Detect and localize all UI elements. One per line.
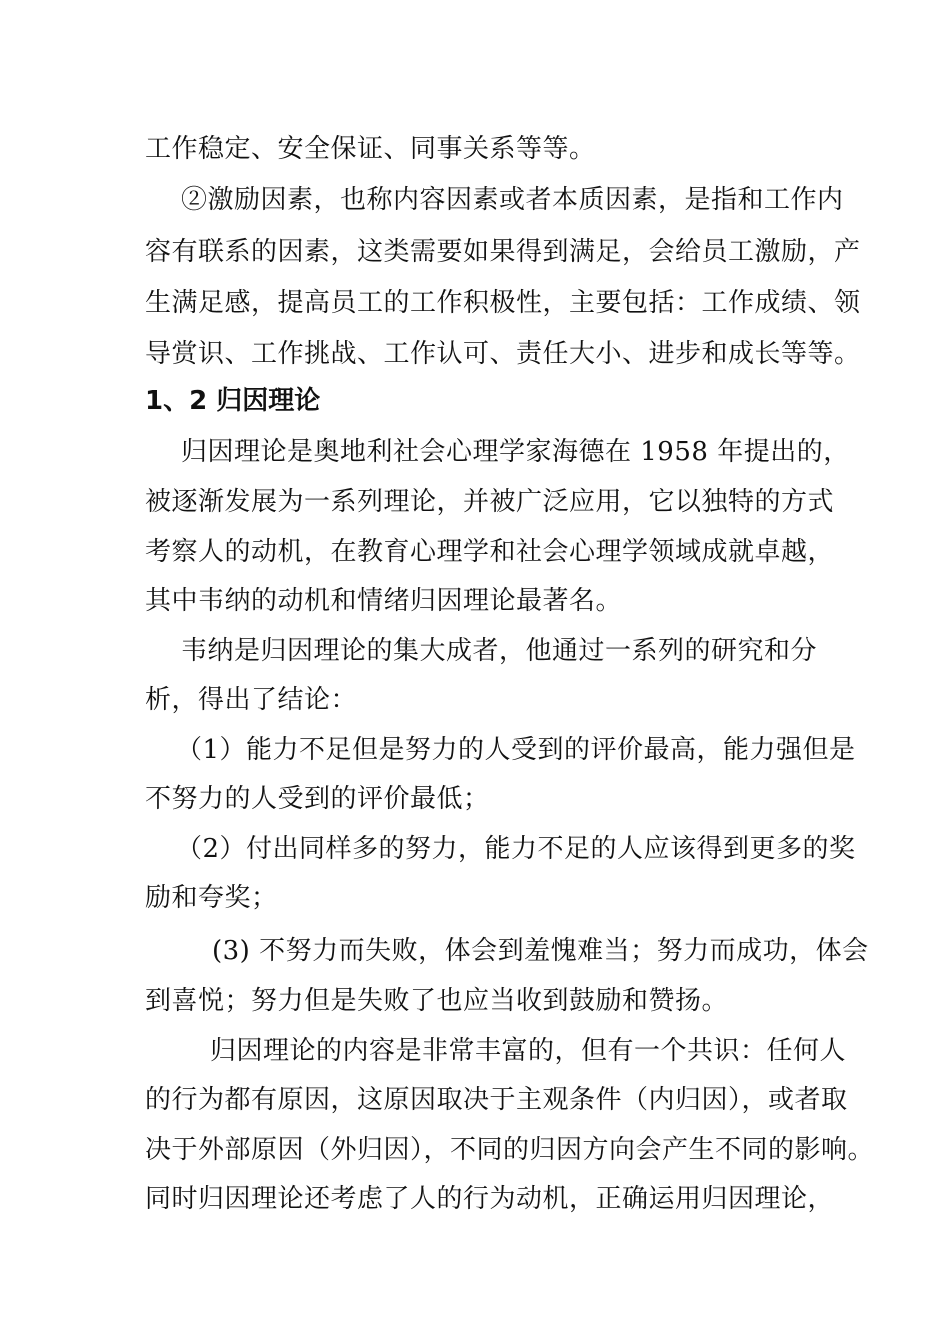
list-item-2-line-2: 励和夸奖； [145,883,278,913]
text-line-12: 析，得出了结论： [145,685,358,715]
text-line-9: 考察人的动机，在教育心理学和社会心理学领域成就卓越， [145,537,835,567]
text-line-11: 韦纳是归因理论的集大成者，他通过一系列的研究和分 [181,636,818,666]
section-heading: 1、2 归因理论 [145,386,321,416]
text-line-20: 的行为都有原因，这原因取决于主观条件（内归因），或者取 [145,1085,848,1115]
list-item-1-line-2: 不努力的人受到的评价最低； [145,784,490,814]
text-line-4: 生满足感，提高员工的工作积极性，主要包括：工作成绩、领 [145,288,861,318]
text-line-2: ②激励因素，也称内容因素或者本质因素，是指和工作内 [181,185,844,215]
list-item-2-line-1: （2）付出同样多的努力，能力不足的人应该得到更多的奖 [176,834,856,864]
list-item-3-line-1: (3) 不努力而失败，体会到羞愧难当；努力而成功，体会 [212,936,869,966]
text-line-19: 归因理论的内容是非常丰富的，但有一个共识：任何人 [210,1036,847,1066]
text-line-21: 决于外部原因（外归因），不同的归因方向会产生不同的影响。 [145,1135,875,1165]
text-line-22: 同时归因理论还考虑了人的行为动机，正确运用归因理论， [145,1184,835,1214]
text-line-5: 导赏识、工作挑战、工作认可、责任大小、进步和成长等等。 [145,339,861,369]
list-item-1-line-1: （1）能力不足但是努力的人受到的评价最高，能力强但是 [176,735,856,765]
text-line-1: 工作稳定、安全保证、同事关系等等。 [145,134,596,164]
text-line-10: 其中韦纳的动机和情绪归因理论最著名。 [145,586,623,616]
list-item-3-line-2: 到喜悦；努力但是失败了也应当收到鼓励和赞扬。 [145,986,729,1016]
text-line-7: 归因理论是奥地利社会心理学家海德在 1958 年提出的， [181,437,850,467]
text-line-3: 容有联系的因素，这类需要如果得到满足，会给员工激励，产 [145,237,861,267]
text-line-8: 被逐渐发展为一系列理论，并被广泛应用，它以独特的方式 [145,487,835,517]
